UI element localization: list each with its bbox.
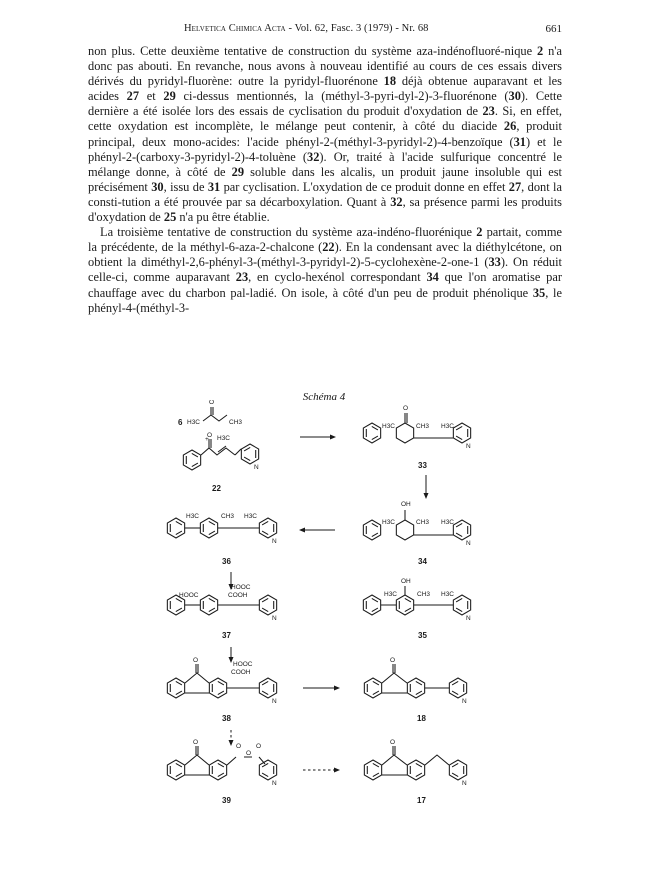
compound-reference: 2 xyxy=(536,44,544,58)
paragraph-2 xyxy=(88,225,562,316)
text-run: ) et le phényl-2-(carboxy-3-pyridyl-2)-4-toluène ( xyxy=(88,134,562,164)
h3c-label: H3C xyxy=(186,513,200,520)
ch3-label: CH3 xyxy=(229,419,243,426)
compound-reference: 29 xyxy=(231,164,245,179)
compound-reference: 2 xyxy=(476,225,483,240)
compound-35 xyxy=(363,578,471,640)
hooc-label: HOOC xyxy=(179,592,199,599)
paragraph-1 xyxy=(88,44,562,225)
compound-reference: 18 xyxy=(383,74,397,89)
hydroxyl-label: OH xyxy=(401,501,411,508)
compound-38 xyxy=(167,657,277,723)
running-header xyxy=(88,23,562,39)
text-run: . Si, en effet, cette oxydation est incomplète, le mélange peut contenir, à côté du diacide xyxy=(88,104,562,134)
text-run: ). Or, traité à l'acide sulfurique concentré le mélange donne, à côté de xyxy=(88,149,562,179)
compound-number-22: 22 xyxy=(212,484,221,493)
compound-18 xyxy=(364,657,467,723)
compound-reference: 30 xyxy=(508,89,521,104)
h3c-label: H3C xyxy=(441,519,455,526)
text-run: ci-dessus mentionnés, la (méthyl-3-pyri-dyl-2)-3-fluorénone ( xyxy=(175,89,509,104)
volume-issue: - Vol. 62, Fasc. 3 (1979) - Nr. 68 xyxy=(285,23,429,34)
oxygen-label: O xyxy=(209,400,215,406)
oxygen-label: O xyxy=(193,657,199,664)
page-number: 661 xyxy=(545,23,562,35)
ch3-label: CH3 xyxy=(417,591,431,598)
oxygen-label: O xyxy=(390,657,396,664)
compound-reference: 31 xyxy=(207,179,221,194)
compound-reference: 25 xyxy=(163,210,177,225)
text-run: La troisième tentative de construction du système aza-indéno-fluorénique xyxy=(100,225,477,240)
nitrogen-label: N xyxy=(272,615,277,622)
oxygen-label: O xyxy=(403,405,409,412)
nitrogen-label: N xyxy=(272,698,277,705)
compound-37 xyxy=(167,584,277,640)
reaction-scheme xyxy=(0,400,648,888)
reagent-number: 6 xyxy=(178,418,183,427)
oxygen-label: O xyxy=(390,739,396,746)
text-run: , le phényl-4-(méthyl-3- xyxy=(88,285,562,315)
compound-reference: 23 xyxy=(235,270,249,285)
compound-36 xyxy=(167,513,277,566)
compound-34 xyxy=(363,501,471,566)
text-run: n'a donc pas abouti. En revanche, nous avons à nouveau identifié au cours de ces essais divers dérivés du pyridyl-fluorène: outre la pyridyl-fluorénone xyxy=(88,44,562,89)
hydroxyl-label: OH xyxy=(401,578,411,585)
h3c-label: H3C xyxy=(382,519,396,526)
nitrogen-label: N xyxy=(466,443,471,450)
text-run: n'a pu être établie. xyxy=(176,210,270,225)
compound-reference: 27 xyxy=(126,89,140,104)
oxygen-label: O xyxy=(207,432,213,439)
cooh-label: COOH xyxy=(231,669,251,676)
journal-name: Helvetica Chimica Acta xyxy=(184,23,286,34)
compound-reference: 30 xyxy=(151,179,164,194)
text-run: , sa présence parmi les produits d'oxydation de xyxy=(88,194,562,225)
scheme-title: Schéma 4 xyxy=(302,391,346,403)
compound-reference: 26 xyxy=(503,119,517,134)
oxygen-label: O xyxy=(193,739,199,746)
compound-number-35: 35 xyxy=(418,631,427,640)
compound-reference: 32 xyxy=(307,149,320,164)
compound-reference: 29 xyxy=(163,89,176,104)
text-run: non plus. Cette deuxième tentative de construction du système aza-indénofluoré-nique xyxy=(88,44,537,58)
text-run: par cyclisation. L'oxydation de ce produit donne en effet xyxy=(220,179,509,194)
compound-reference: 31 xyxy=(513,134,526,149)
text-run: , en cyclo-hexénol correspondant xyxy=(248,270,427,285)
text-run: partait, comme la précédente, de la méthyl-6-aza-2-chalcone ( xyxy=(88,225,562,255)
hooc-label: HOOC xyxy=(231,584,251,591)
nitrogen-label: N xyxy=(462,698,467,705)
text-run: ). Cette dernière a été isolée lors des essais de cyclisation du produit d'oxydation de xyxy=(88,89,562,119)
text-run: ). En la condensant avec la diéthylcétone, on obtient la diméthyl-2,6-phényl-3-(méthyl-3-pyridyl-2)-5-cyclohexène-2-one-1 ( xyxy=(88,240,562,270)
h3c-label: H3C xyxy=(244,513,258,520)
text-run: déjà obtenue auparavant et les acides xyxy=(88,74,563,104)
compound-number-34: 34 xyxy=(418,557,427,566)
compound-reference: 32 xyxy=(390,194,403,209)
ch3-label: CH3 xyxy=(416,519,430,526)
compound-number-37: 37 xyxy=(222,631,231,640)
nitrogen-label: N xyxy=(254,464,259,471)
ch3-label: CH3 xyxy=(221,513,235,520)
h3c-label: H3C xyxy=(187,419,201,426)
compound-number-38: 38 xyxy=(222,714,231,723)
compound-number-39: 39 xyxy=(222,796,231,805)
text-run: , produit principal, deux mono-acides: l'acide phényl-2-(méthyl-3-pyridyl-2)-4-benzoïque ( xyxy=(88,119,562,149)
nitrogen-label: N xyxy=(272,538,277,545)
compound-reference: 35 xyxy=(532,285,546,300)
h3c-label: H3C xyxy=(384,591,398,598)
nitrogen-label: N xyxy=(462,780,467,787)
ch3-label: CH3 xyxy=(416,423,430,430)
oxygen-label: O xyxy=(236,743,242,750)
h3c-label: H3C xyxy=(382,423,396,430)
compound-number-36: 36 xyxy=(222,557,231,566)
ring-oxygen-label: O xyxy=(246,750,252,757)
h3c-label: H3C xyxy=(441,423,455,430)
compound-22 xyxy=(178,400,259,493)
h3c-label: H3C xyxy=(441,591,455,598)
journal-citation xyxy=(184,23,429,34)
compound-reference: 33 xyxy=(488,255,501,270)
oxygen-label: O xyxy=(256,743,262,750)
text-run: et xyxy=(139,89,164,104)
nitrogen-label: N xyxy=(272,780,277,787)
compound-17 xyxy=(364,739,467,805)
cooh-label: COOH xyxy=(228,592,248,599)
text-run: que l'on aromatise par chauffage avec du charbon pal-ladié. On isole, à côté d'un peu de produit phénolique xyxy=(88,270,562,300)
compound-number-18: 18 xyxy=(417,714,426,723)
compound-reference: 22 xyxy=(322,240,335,255)
compound-reference: 27 xyxy=(508,179,522,194)
text-run: , issu de xyxy=(163,179,208,194)
compound-33 xyxy=(363,405,471,470)
nitrogen-label: N xyxy=(466,540,471,547)
text-run: , dont la consti-tution a été prouvée par sa décarboxylation. Quant à xyxy=(88,179,562,209)
compound-number-17: 17 xyxy=(417,796,426,805)
plus-sign: + xyxy=(205,436,209,443)
text-run: soluble dans les alcalis, un produit jaune insoluble qui est précisément xyxy=(88,164,562,194)
hooc-label: HOOC xyxy=(233,661,253,668)
compound-39 xyxy=(167,739,277,805)
compound-reference: 23 xyxy=(482,104,495,119)
text-run: ). On réduit celle-ci, comme auparavant xyxy=(88,255,562,285)
compound-number-33: 33 xyxy=(418,461,427,470)
compound-reference: 34 xyxy=(426,270,439,285)
article-body xyxy=(88,44,562,316)
h3c-label: H3C xyxy=(217,435,231,442)
nitrogen-label: N xyxy=(466,615,471,622)
